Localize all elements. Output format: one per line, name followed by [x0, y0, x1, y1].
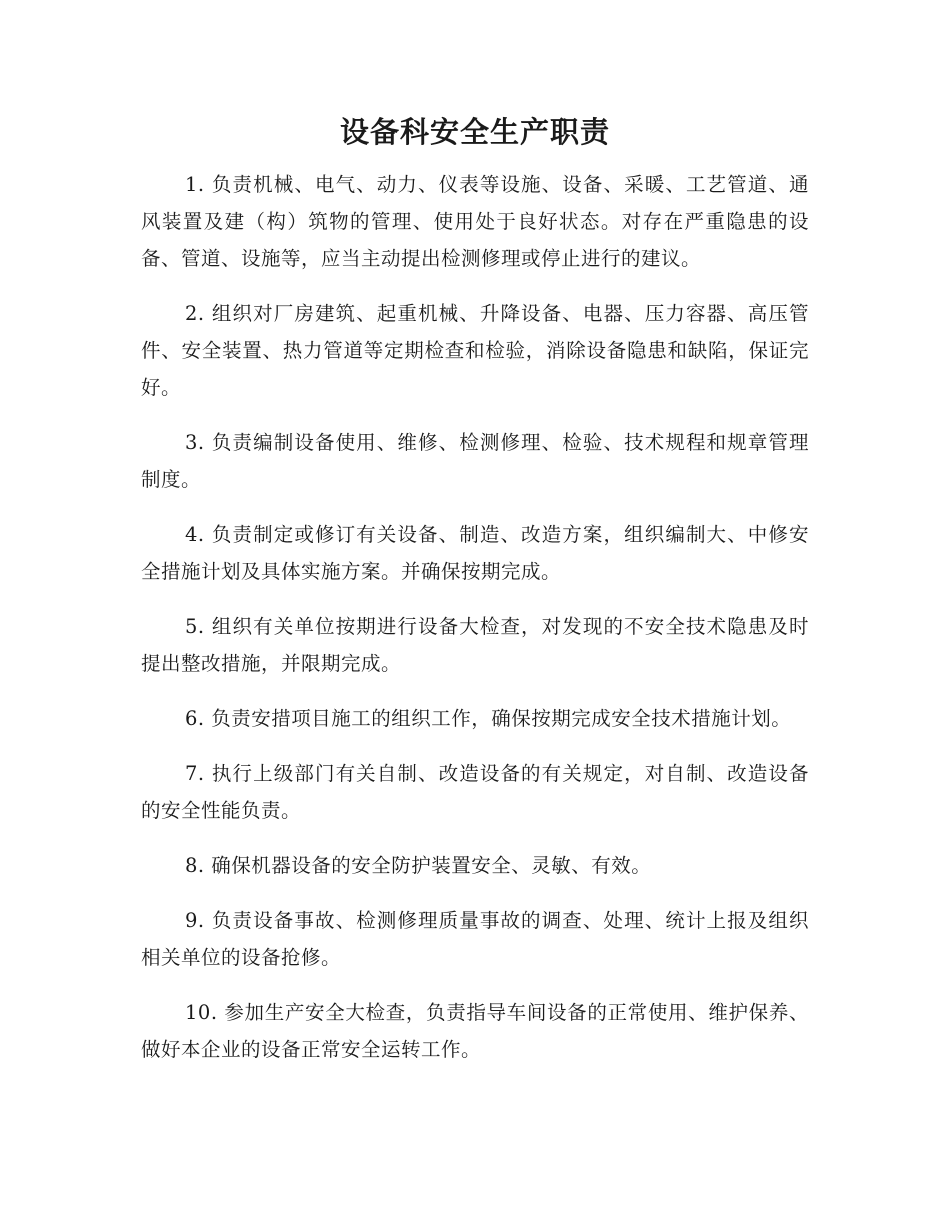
paragraph-1: 1. 负责机械、电气、动力、仪表等设施、设备、采暖、工艺管道、通风装置及建（构）筑物的管理、使用处于良好状态。对存在严重隐患的设备、管道、设施等，应当主动提出检测修理或停止进行的建议。: [141, 173, 809, 270]
document-body: [141, 166, 809, 1086]
paragraph-9: 9. 负责设备事故、检测修理质量事故的调查、处理、统计上报及组织相关单位的设备抢修。: [141, 909, 809, 969]
paragraph-6: 6. 负责安措项目施工的组织工作，确保按期完成安全技术措施计划。: [185, 707, 792, 730]
paragraph-7: 7. 执行上级部门有关自制、改造设备的有关规定，对自制、改造设备的安全性能负责。: [141, 762, 809, 822]
document-title: 设备科安全生产职责: [339, 115, 610, 149]
paragraph-3: 3. 负责编制设备使用、维修、检测修理、检验、技术规程和规章管理制度。: [141, 431, 809, 491]
paragraph-8: 8. 确保机器设备的安全防护装置安全、灵敏、有效。: [185, 854, 652, 877]
paragraph-2: 2. 组织对厂房建筑、起重机械、升降设备、电器、压力容器、高压管件、安全装置、热力管道等定期检查和检验，消除设备隐患和缺陷，保证完好。: [141, 302, 809, 399]
paragraph-5: 5. 组织有关单位按期进行设备大检查，对发现的不安全技术隐患及时提出整改措施，并限期完成。: [141, 615, 809, 675]
paragraph-4: 4. 负责制定或修订有关设备、制造、改造方案，组织编制大、中修安全措施计划及具体实施方案。并确保按期完成。: [141, 523, 809, 583]
paragraph-10: 10. 参加生产安全大检查，负责指导车间设备的正常使用、维护保养、做好本企业的设备正常安全运转工作。: [141, 1001, 809, 1061]
